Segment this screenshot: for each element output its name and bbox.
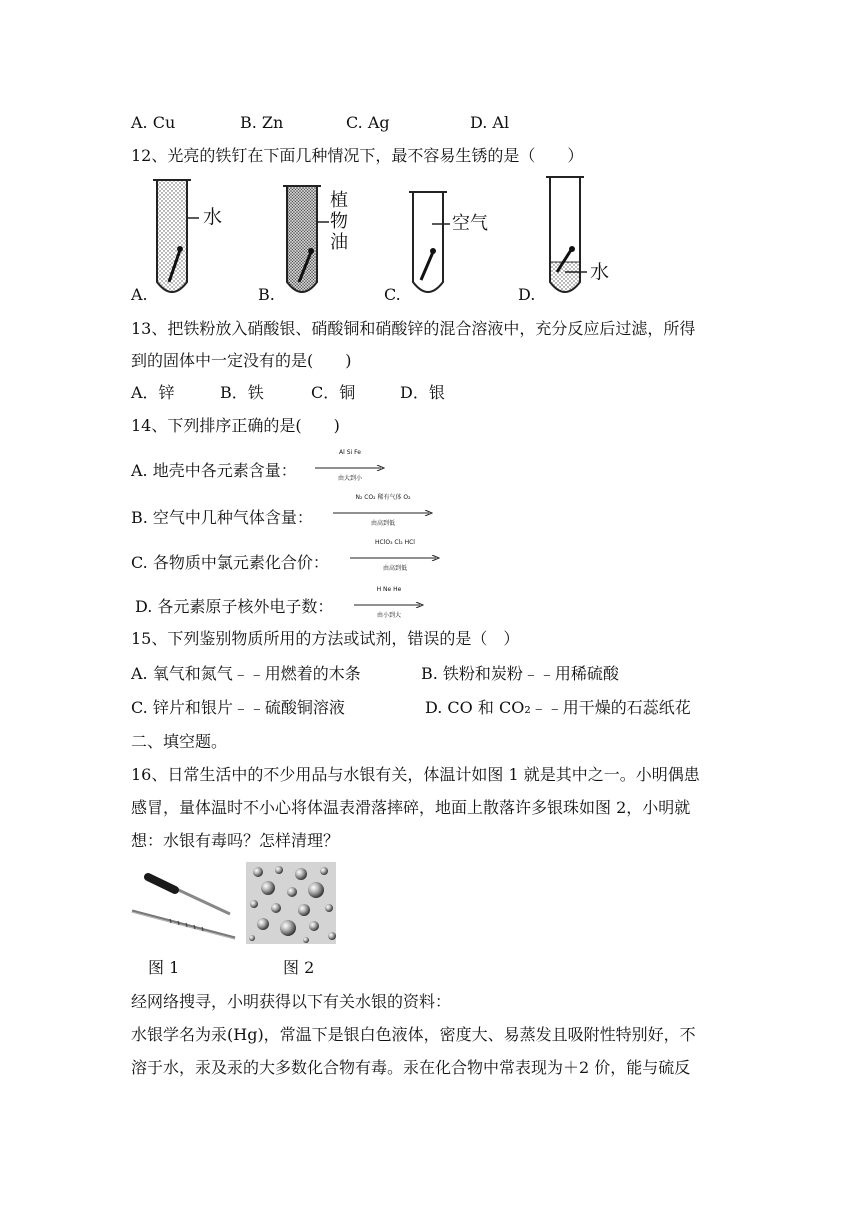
tube-c-label: 空气 <box>452 213 488 234</box>
q13-option-a: A．锌 <box>131 383 175 402</box>
q16-paragraph-line-5: 水银学名为汞(Hg)，常温下是银白色液体，密度大、易蒸发且吸附性特别好，不 <box>131 1025 696 1044</box>
q14-a-arrow <box>315 449 385 482</box>
q14-d-arrow-top: H Ne He <box>376 586 402 593</box>
q12-option-d: D. <box>518 285 536 304</box>
q16-paragraph-line-3: 想：水银有毒吗？怎样清理？ <box>131 831 340 850</box>
q14-option-c: C. 各物质中氯元素化合价： <box>131 553 329 572</box>
q12-test-tubes-figure <box>125 172 625 304</box>
tube-d-icon <box>546 177 587 292</box>
q16-paragraph-line-4: 经网络搜寻，小明获得以下有关水银的资料： <box>131 992 452 1011</box>
q11-option-d: D. Al <box>470 113 510 132</box>
q14-b-arrow <box>333 494 433 527</box>
q14-option-a: A. 地壳中各元素含量： <box>131 461 297 480</box>
tube-b-label: 植 物 油 <box>330 190 348 253</box>
q14-b-arrow-top: N₂ CO₂ 稀有气体 O₂ <box>355 494 411 501</box>
q14-option-d: D. 各元素原子核外电子数： <box>135 597 334 616</box>
q11-option-b: B. Zn <box>240 113 284 132</box>
figure-2-caption: 图 2 <box>283 958 315 977</box>
q14-c-arrow <box>350 539 440 572</box>
q13-option-b: B．铁 <box>220 383 264 402</box>
q15-option-b: B. 铁粉和炭粉﹣﹣用稀硫酸 <box>421 664 619 683</box>
arrow-icon <box>354 602 424 608</box>
q13-option-d: D．银 <box>400 383 445 402</box>
q13-stem: 13、把铁粉放入硝酸银、硝酸铜和硝酸锌的混合溶液中，充分反应后过滤，所得 <box>131 319 696 338</box>
tube-a-icon <box>153 180 199 292</box>
q14-c-arrow-bottom: 由高到低 <box>382 565 407 572</box>
q12-option-c: C. <box>384 285 401 304</box>
q14-option-b: B. 空气中几种气体含量： <box>131 508 313 527</box>
q14-a-arrow-bottom: 由大到小 <box>337 475 362 482</box>
q16-paragraph-line-1: 16、日常生活中的不少用品与水银有关，体温计如图 1 就是其中之一。小明偶患 <box>131 765 700 784</box>
tube-a-label: 水 <box>203 206 223 228</box>
q14-stem: 14、下列排序正确的是( ) <box>131 416 340 435</box>
q16-paragraph-line-2: 感冒，量体温时不小心将体温表滑落摔碎，地面上散落许多银珠如图 2，小明就 <box>131 798 691 817</box>
q15-option-d: D. CO 和 CO₂﹣﹣用干燥的石蕊纸花 <box>425 698 691 717</box>
q13-option-c: C．铜 <box>311 383 356 402</box>
arrow-icon <box>333 510 433 516</box>
q12-stem: 12、光亮的铁钉在下面几种情况下，最不容易生锈的是（ ） <box>131 146 584 165</box>
q14-b-arrow-bottom: 由高到低 <box>370 520 395 527</box>
figure-1-caption: 图 1 <box>148 958 180 977</box>
section-title: 二、填空题。 <box>131 732 228 751</box>
q14-d-arrow-bottom: 由小到大 <box>376 612 401 619</box>
arrow-icon <box>315 465 385 471</box>
tube-b-icon <box>283 186 329 292</box>
arrow-icon <box>350 555 440 561</box>
tube-d-label: 水 <box>590 261 610 283</box>
q12-option-a: A. <box>131 285 148 304</box>
q15-option-c: C. 锌片和银片﹣﹣硫酸铜溶液 <box>131 698 345 717</box>
mercury-droplets-figure <box>246 862 336 944</box>
q15-option-a: A. 氧气和氮气﹣﹣用燃着的木条 <box>131 664 361 683</box>
q15-stem: 15、下列鉴别物质所用的方法或试剂，错误的是（ ） <box>131 629 520 648</box>
thermometer-figure <box>130 866 240 946</box>
q11-option-a: A. Cu <box>131 113 176 132</box>
q16-paragraph-line-6: 溶于水，汞及汞的大多数化合物有毒。汞在化合物中常表现为＋2 价，能与硫反 <box>131 1058 691 1077</box>
q11-option-c: C. Ag <box>346 113 390 132</box>
q13-stem-cont: 到的固体中一定没有的是( ) <box>131 351 352 370</box>
tube-c-icon <box>409 192 450 292</box>
q14-c-arrow-top: HClO₃ Cl₂ HCl <box>375 539 415 546</box>
q14-a-arrow-top: Al Si Fe <box>339 449 361 456</box>
q14-d-arrow <box>354 586 424 619</box>
q12-option-b: B. <box>258 285 275 304</box>
